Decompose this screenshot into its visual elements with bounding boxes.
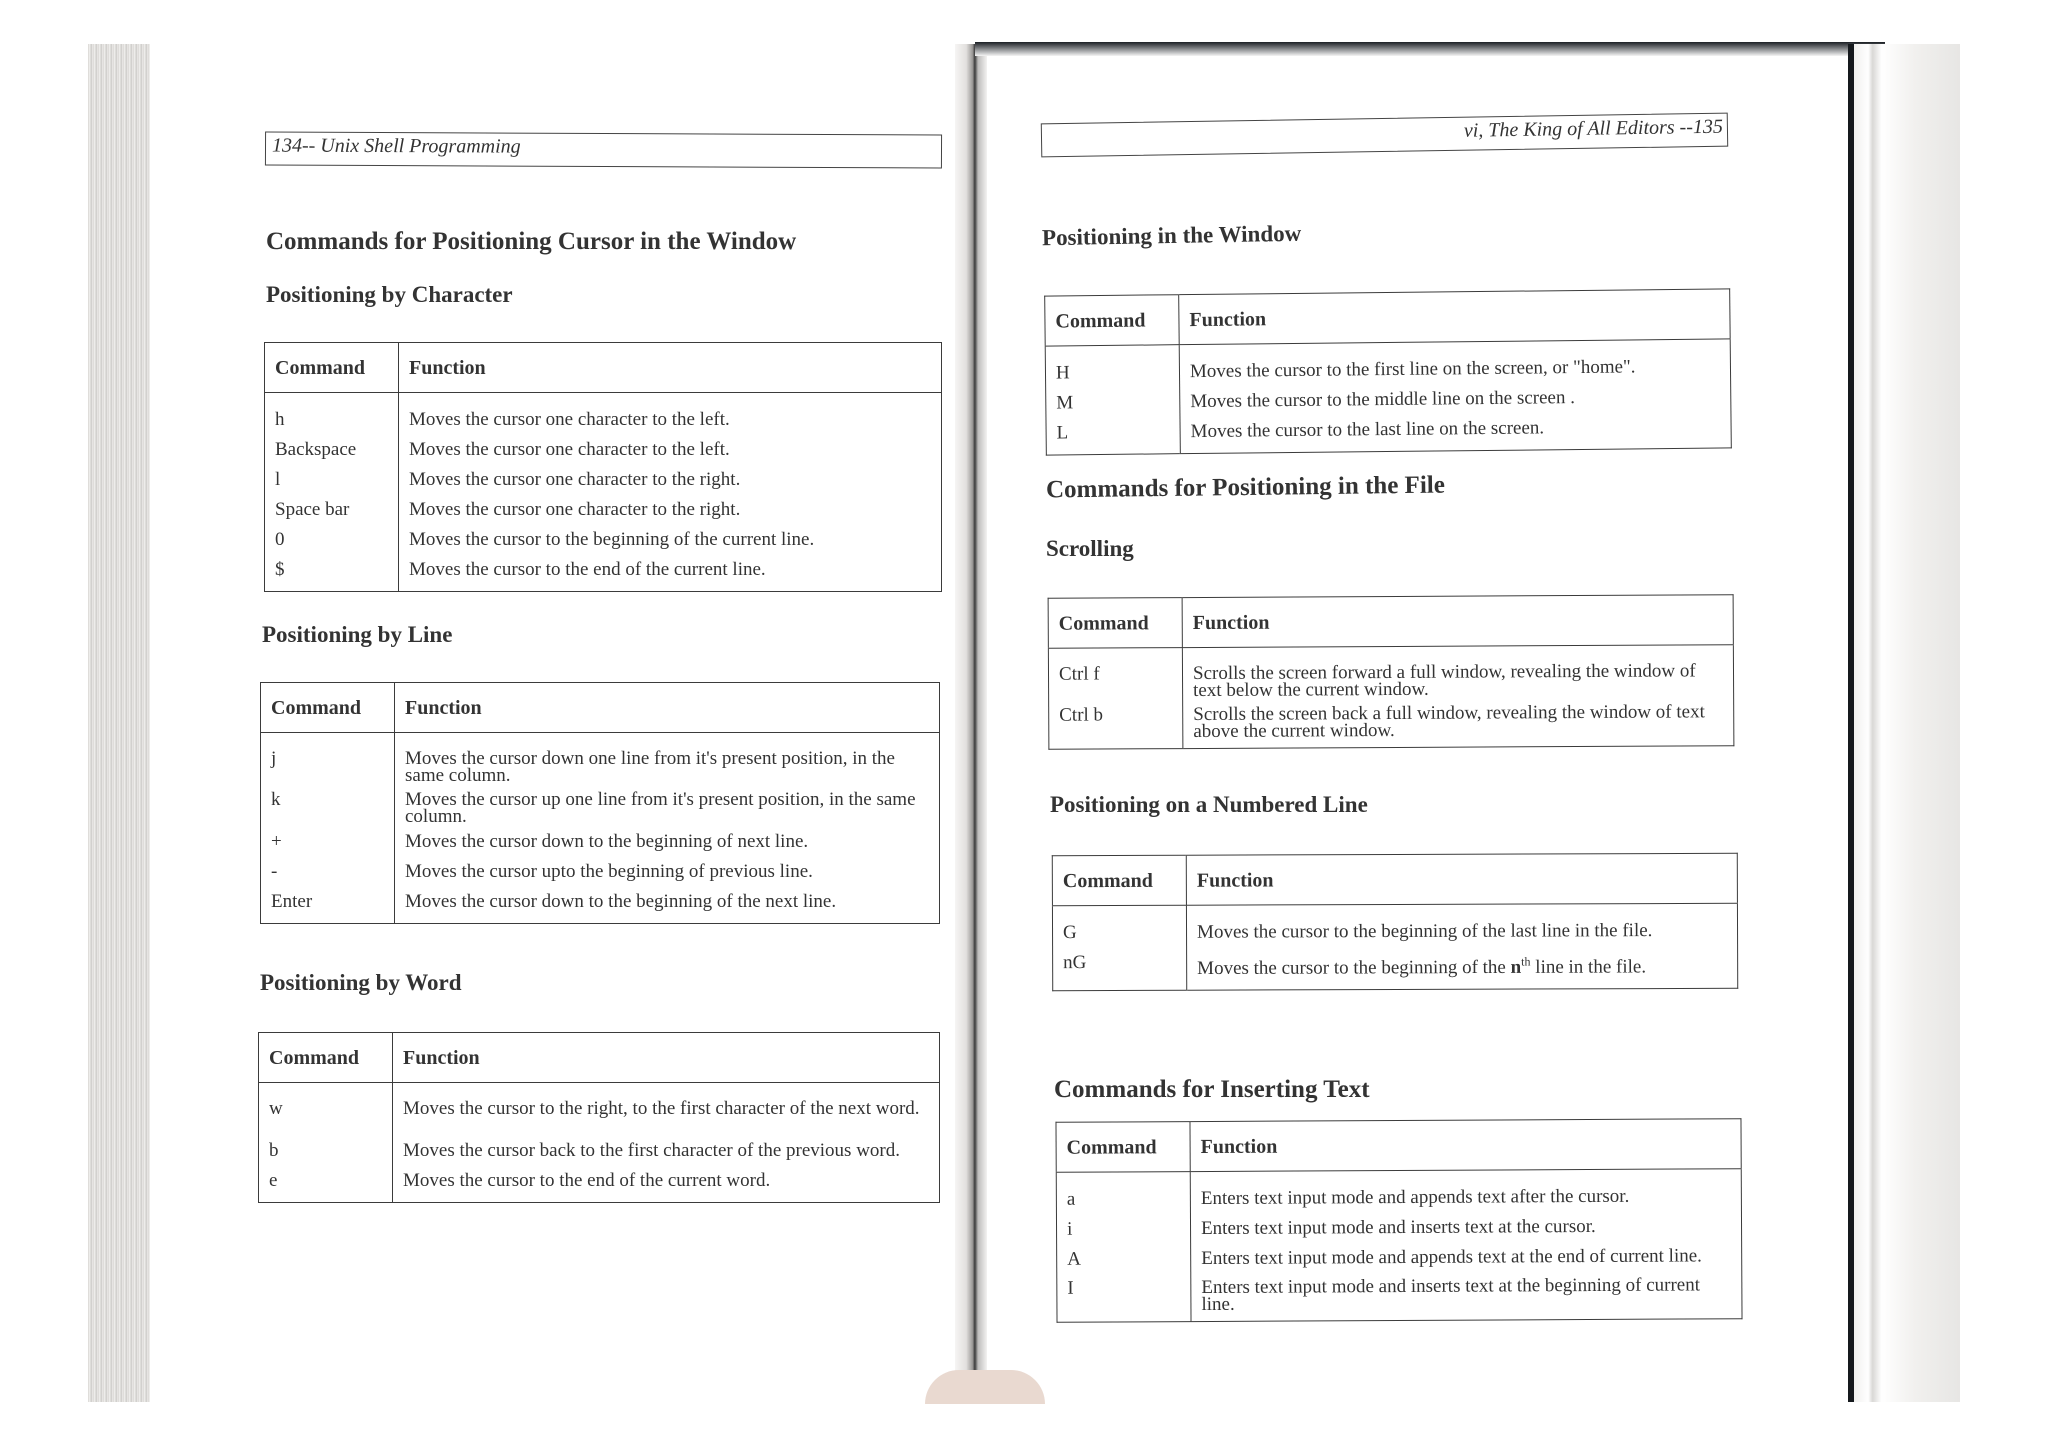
command-key: k (271, 789, 281, 810)
function-cell (395, 733, 940, 924)
command-cell (261, 733, 395, 924)
command-description: Moves the cursor to the end of the current line. (409, 559, 766, 580)
command-description: Moves the cursor down to the beginning of next line. (405, 831, 809, 852)
col-command: Command (1045, 295, 1180, 346)
table-word (258, 1032, 940, 1203)
heading-word: Positioning by Word (260, 970, 462, 995)
left-page-edges (88, 44, 150, 1402)
section-title: Commands for Positioning Cursor in the Window (266, 228, 797, 255)
command-description: Enters text input mode and inserts text at the cursor. (1200, 1215, 1596, 1240)
col-command: Command (261, 683, 395, 733)
command-key: w (269, 1098, 283, 1119)
command-description: Moves the cursor upto the beginning of previous line. (405, 861, 813, 882)
function-g: Moves the cursor to the beginning of the last line in the file. (1196, 920, 1653, 943)
command-description: Moves the cursor up one line from it's present position, in the same column. (405, 789, 916, 827)
function-cell (393, 1083, 940, 1203)
command-description: Moves the cursor to the last line on the screen. (1190, 417, 1545, 443)
command-description: Moves the cursor to the end of the current word. (403, 1170, 771, 1191)
command-key: H (1055, 362, 1070, 384)
command-description: Moves the cursor to the middle line on the screen . (1190, 387, 1576, 413)
command-key: Ctrl b (1059, 704, 1104, 726)
command-key: b (269, 1140, 279, 1161)
command-cell (1045, 345, 1180, 455)
command-key: + (271, 831, 282, 852)
col-function: Function (1182, 595, 1733, 648)
table-char (264, 342, 942, 592)
table-line (260, 682, 940, 924)
command-description: Enters text input mode and inserts text at the beginning of current line. (1201, 1274, 1701, 1316)
command-key: e (269, 1170, 278, 1191)
function-cell (1186, 903, 1737, 990)
function-ng: Moves the cursor to the beginning of the $n^{th}$ line in the file. (1197, 954, 1647, 980)
col-function: Function (399, 343, 942, 393)
command-key: Backspace (275, 439, 357, 460)
table-insert (1055, 1118, 1742, 1323)
command-key: M (1056, 392, 1074, 414)
command-key: A (1067, 1248, 1081, 1270)
command-key: i (1066, 1218, 1073, 1240)
thumb (925, 1370, 1045, 1404)
command-cell (1052, 905, 1186, 991)
right-top-shadow (975, 42, 1885, 56)
function-cell (399, 393, 942, 592)
function-cell (1190, 1169, 1742, 1322)
heading-window: Positioning in the Window (1041, 220, 1302, 251)
table-numbered (1052, 853, 1738, 992)
col-command: Command (1056, 1122, 1190, 1173)
command-description: Scrolls the screen back a full window, revealing the window of text above the current window. (1193, 701, 1705, 743)
function-cell (1179, 339, 1731, 454)
command-key: Space bar (275, 499, 350, 520)
col-function: Function (1179, 289, 1730, 345)
command-cell (1056, 1172, 1191, 1323)
right-running-head: vi, The King of All Editors --135 (1041, 113, 1728, 158)
command-description: Moves the cursor back to the first character of the previous word. (403, 1140, 900, 1161)
command-description: Moves the cursor one character to the left. (409, 409, 730, 430)
command-key: $ (275, 559, 285, 580)
table-window (1044, 288, 1732, 455)
heading-numbered: Positioning on a Numbered Line (1050, 792, 1368, 817)
col-function: Function (395, 683, 940, 733)
command-key: 0 (275, 529, 285, 550)
command-key: I (1067, 1277, 1074, 1299)
function-cell (1182, 645, 1734, 749)
command-g: G (1062, 922, 1077, 944)
command-description: Moves the cursor to the right, to the first character of the next word. (403, 1098, 920, 1119)
command-description: Moves the cursor one character to the right. (409, 469, 741, 490)
col-command: Command (259, 1033, 393, 1083)
command-key: a (1066, 1188, 1076, 1210)
heading-scroll: Scrolling (1046, 536, 1134, 561)
command-description: Moves the cursor to the first line on the screen, or "home". (1189, 356, 1636, 383)
command-description: Moves the cursor one character to the right. (409, 499, 741, 520)
col-function: Function (393, 1033, 940, 1083)
book-gutter (955, 44, 987, 1404)
command-key: j (271, 748, 277, 769)
left-running-head: 134-- Unix Shell Programming (265, 132, 942, 169)
table-scroll (1048, 594, 1735, 750)
right-edge-shadow (1848, 44, 1854, 1402)
col-command: Command (1048, 598, 1182, 649)
command-ng: nG (1063, 952, 1087, 974)
command-key: Ctrl f (1058, 663, 1100, 685)
command-cell (1048, 648, 1183, 750)
col-command: Command (265, 343, 399, 393)
col-function: Function (1190, 1119, 1741, 1172)
file-title: Commands for Positioning in the File (1045, 471, 1446, 504)
command-cell (265, 393, 399, 592)
command-key: L (1056, 422, 1069, 444)
command-description: Enters text input mode and appends text after the cursor. (1200, 1185, 1630, 1210)
heading-insert: Commands for Inserting Text (1054, 1076, 1370, 1103)
command-description: Enters text input mode and appends text at the end of current line. (1201, 1245, 1702, 1270)
command-description: Moves the cursor down to the beginning of the next line. (405, 891, 837, 912)
command-description: Moves the cursor down one line from it's present position, in the same column. (405, 748, 895, 786)
command-key: Enter (271, 891, 313, 912)
command-key: l (275, 469, 281, 490)
command-description: Scrolls the screen forward a full window, revealing the window of text below the current window. (1192, 660, 1696, 702)
heading-char: Positioning by Character (266, 282, 513, 307)
col-command: Command (1052, 855, 1186, 905)
command-key: h (275, 409, 285, 430)
right-page-edges (1848, 44, 1960, 1402)
col-function: Function (1186, 853, 1737, 905)
command-description: Moves the cursor one character to the left. (409, 439, 730, 460)
command-cell (259, 1083, 393, 1203)
command-key: - (271, 861, 278, 882)
command-description: Moves the cursor to the beginning of the current line. (409, 529, 815, 550)
heading-line: Positioning by Line (262, 622, 453, 647)
